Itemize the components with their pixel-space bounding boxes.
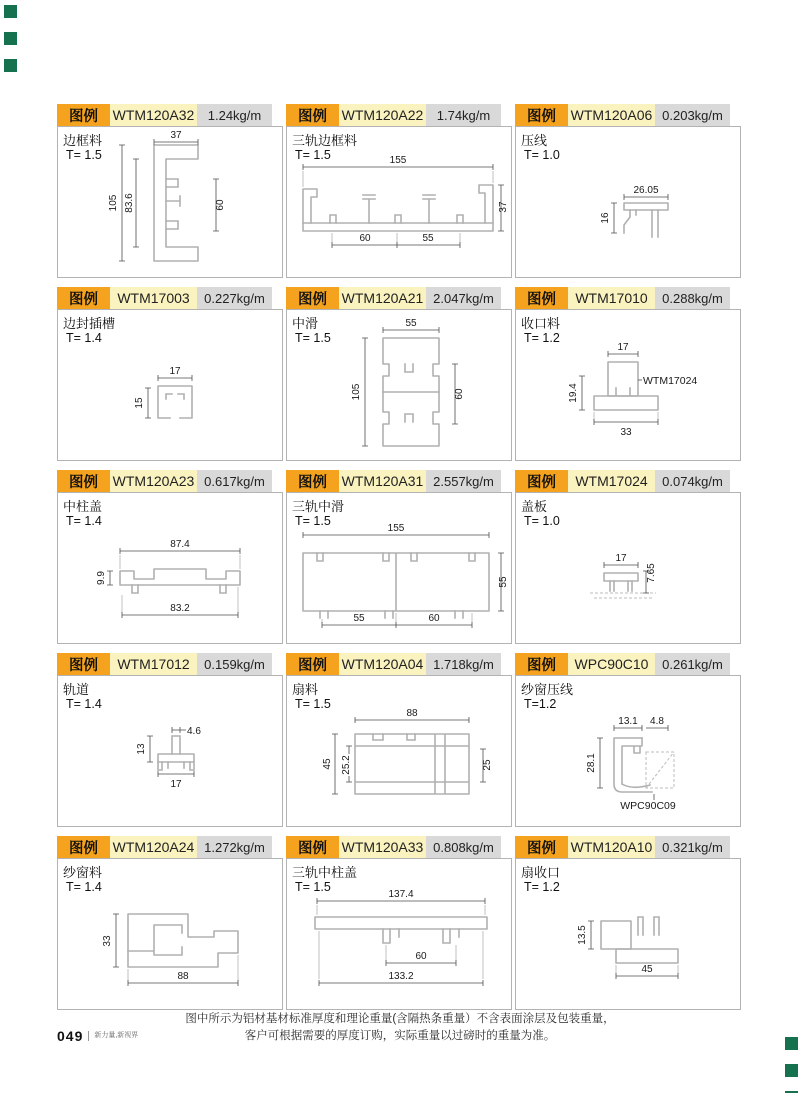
weight-label: 0.074kg/m: [655, 470, 730, 492]
model-code: WTM120A23: [110, 470, 197, 492]
model-code: WTM17024: [568, 470, 655, 492]
legend-badge: 图例: [286, 653, 339, 675]
svg-text:133.2: 133.2: [388, 971, 414, 982]
svg-text:88: 88: [177, 971, 189, 982]
card-header: [286, 836, 501, 858]
profile-card: [286, 470, 512, 644]
weight-label: 0.321kg/m: [655, 836, 730, 858]
thickness-label: T= 1.5: [295, 148, 331, 162]
weight-label: 1.272kg/m: [197, 836, 272, 858]
legend-badge: 图例: [57, 470, 110, 492]
weight-label: 0.159kg/m: [197, 653, 272, 675]
card-header: [286, 287, 501, 309]
card-body: [57, 309, 283, 461]
card-header: [515, 836, 730, 858]
svg-text:83.2: 83.2: [170, 603, 190, 614]
page-number-value: 049: [57, 1028, 84, 1044]
profile-name: 压线: [521, 133, 548, 148]
model-code: WTM17012: [110, 653, 197, 675]
svg-text:25: 25: [482, 759, 493, 771]
legend-badge: 图例: [515, 104, 568, 126]
svg-text:60: 60: [415, 951, 427, 962]
profile-card: [57, 104, 283, 278]
card-body: [515, 126, 741, 278]
card-header: [57, 653, 272, 675]
card-header: [286, 104, 501, 126]
profile-card: [515, 653, 741, 827]
printer-mark: [4, 5, 17, 18]
svg-text:155: 155: [387, 523, 405, 534]
card-header: [57, 104, 272, 126]
card-body: [515, 492, 741, 644]
card-body: [286, 309, 512, 461]
thickness-label: T= 1.5: [295, 331, 331, 345]
profile-name: 边封插槽: [63, 316, 116, 331]
legend-badge: 图例: [515, 836, 568, 858]
profile-card: [57, 653, 283, 827]
thickness-label: T=1.2: [524, 697, 557, 711]
profile-card: [57, 287, 283, 461]
svg-text:60: 60: [454, 388, 465, 400]
svg-text:60: 60: [215, 199, 226, 211]
card-header: [515, 470, 730, 492]
thickness-label: T= 1.0: [524, 514, 560, 528]
model-code: WTM120A21: [339, 287, 426, 309]
card-header: [515, 653, 730, 675]
card-header: [515, 287, 730, 309]
profile-card: [57, 470, 283, 644]
legend-badge: 图例: [286, 104, 339, 126]
thickness-label: T= 1.4: [66, 880, 102, 894]
card-header: [57, 836, 272, 858]
weight-label: 2.557kg/m: [426, 470, 501, 492]
svg-text:33: 33: [102, 935, 113, 947]
legend-badge: 图例: [57, 836, 110, 858]
profile-card: [515, 836, 741, 1010]
weight-label: 1.24kg/m: [197, 104, 272, 126]
svg-text:60: 60: [428, 613, 440, 624]
legend-badge: 图例: [286, 470, 339, 492]
svg-text:37: 37: [170, 130, 182, 141]
profile-name: 中柱盖: [63, 499, 103, 514]
weight-label: 1.718kg/m: [426, 653, 501, 675]
legend-badge: 图例: [515, 653, 568, 675]
svg-text:45: 45: [322, 758, 333, 770]
weight-label: 0.288kg/m: [655, 287, 730, 309]
svg-text:13: 13: [136, 743, 147, 755]
model-code: WPC90C10: [568, 653, 655, 675]
svg-text:88: 88: [406, 708, 418, 719]
card-header: [57, 470, 272, 492]
card-body: [57, 126, 283, 278]
card-header: [515, 104, 730, 126]
profile-card: [57, 836, 283, 1010]
model-code: WTM17003: [110, 287, 197, 309]
svg-text:17: 17: [615, 553, 627, 564]
card-body: [57, 492, 283, 644]
footer-note-line1: 图中所示为铝材基材标准厚度和理论重量(含隔热条重量）不含表面涂层及包装重量，: [185, 1013, 615, 1025]
thickness-label: T= 1.2: [524, 331, 560, 345]
svg-text:137.4: 137.4: [388, 889, 414, 900]
svg-text:16: 16: [600, 212, 611, 224]
model-code: WTM120A31: [339, 470, 426, 492]
card-body: [515, 309, 741, 461]
model-code: WTM120A24: [110, 836, 197, 858]
card-header: [286, 653, 501, 675]
thickness-label: T= 1.5: [66, 148, 102, 162]
svg-text:13.1: 13.1: [618, 716, 638, 727]
legend-badge: 图例: [286, 836, 339, 858]
svg-text:9.9: 9.9: [96, 571, 107, 585]
svg-text:37: 37: [498, 201, 509, 213]
profile-name: 三轨中柱盖: [292, 865, 358, 880]
weight-label: 0.203kg/m: [655, 104, 730, 126]
svg-text:55: 55: [498, 576, 509, 588]
weight-label: 0.808kg/m: [426, 836, 501, 858]
svg-text:55: 55: [405, 318, 417, 329]
legend-badge: 图例: [515, 287, 568, 309]
weight-label: 1.74kg/m: [426, 104, 501, 126]
model-code: WTM120A32: [110, 104, 197, 126]
svg-text:28.1: 28.1: [586, 753, 597, 773]
thickness-label: T= 1.4: [66, 514, 102, 528]
svg-text:60: 60: [359, 233, 371, 244]
printer-mark: [4, 32, 17, 45]
legend-badge: 图例: [286, 287, 339, 309]
printer-mark: [4, 59, 17, 72]
model-code: WTM120A22: [339, 104, 426, 126]
profile-name: 收口料: [521, 316, 561, 331]
profile-name: 纱窗料: [63, 865, 103, 880]
svg-text:13.5: 13.5: [577, 925, 588, 945]
profile-name: 中滑: [292, 316, 319, 331]
legend-badge: 图例: [57, 653, 110, 675]
reference-annotation: WPC90C09: [620, 800, 676, 812]
profile-card: [286, 836, 512, 1010]
legend-badge: 图例: [515, 470, 568, 492]
profile-grid: [57, 104, 741, 1010]
model-code: WTM120A06: [568, 104, 655, 126]
page-number: [57, 1028, 138, 1044]
model-code: WTM120A10: [568, 836, 655, 858]
weight-label: 0.227kg/m: [197, 287, 272, 309]
model-code: WTM120A33: [339, 836, 426, 858]
reference-annotation: WTM17024: [643, 375, 698, 387]
thickness-label: T= 1.5: [295, 514, 331, 528]
card-body: [286, 858, 512, 1010]
page-slogan: 新力量,新视界: [88, 1031, 138, 1041]
profile-card: [515, 104, 741, 278]
profile-name: 纱窗压线: [521, 682, 574, 697]
model-code: WTM120A04: [339, 653, 426, 675]
svg-text:15: 15: [134, 397, 145, 409]
profile-name: 轨道: [63, 682, 90, 697]
printer-marks-right: [785, 1037, 798, 1093]
svg-text:33: 33: [620, 427, 632, 438]
card-body: [286, 675, 512, 827]
profile-card: [286, 653, 512, 827]
profile-name: 扇料: [292, 682, 319, 697]
svg-text:155: 155: [389, 155, 407, 166]
thickness-label: T= 1.4: [66, 697, 102, 711]
profile-name: 三轨中滑: [292, 499, 345, 514]
printer-mark: [785, 1064, 798, 1077]
profile-name: 边框料: [63, 133, 103, 148]
svg-text:25.2: 25.2: [341, 755, 352, 775]
model-code: WTM17010: [568, 287, 655, 309]
profile-card: [515, 470, 741, 644]
svg-text:17: 17: [617, 342, 629, 353]
svg-text:45: 45: [641, 964, 653, 975]
profile-card: [286, 104, 512, 278]
svg-text:105: 105: [351, 383, 362, 401]
card-body: [515, 675, 741, 827]
thickness-label: T= 1.4: [66, 331, 102, 345]
card-header: [57, 287, 272, 309]
card-header: [286, 470, 501, 492]
weight-label: 0.617kg/m: [197, 470, 272, 492]
svg-text:55: 55: [353, 613, 365, 624]
svg-text:17: 17: [170, 779, 182, 790]
profile-name: 三轨边框料: [292, 133, 358, 148]
profile-card: [286, 287, 512, 461]
footer-note-line2: 客户可根据需要的厚度订购，实际重量以过磅时的重量为准。: [244, 1030, 556, 1042]
svg-text:4.6: 4.6: [187, 726, 201, 737]
svg-text:55: 55: [422, 233, 434, 244]
card-body: [286, 492, 512, 644]
card-body: [286, 126, 512, 278]
svg-text:87.4: 87.4: [170, 539, 190, 550]
svg-text:7.65: 7.65: [646, 563, 657, 583]
legend-badge: 图例: [57, 104, 110, 126]
printer-mark: [785, 1037, 798, 1050]
thickness-label: T= 1.5: [295, 697, 331, 711]
legend-badge: 图例: [57, 287, 110, 309]
svg-text:17: 17: [169, 366, 181, 377]
profile-card: [515, 287, 741, 461]
weight-label: 0.261kg/m: [655, 653, 730, 675]
weight-label: 2.047kg/m: [426, 287, 501, 309]
svg-text:4.8: 4.8: [650, 716, 664, 727]
card-body: [515, 858, 741, 1010]
svg-text:83.6: 83.6: [124, 193, 135, 213]
svg-text:26.05: 26.05: [633, 185, 659, 196]
card-body: [57, 858, 283, 1010]
svg-text:19.4: 19.4: [568, 383, 579, 403]
card-body: [57, 675, 283, 827]
thickness-label: T= 1.0: [524, 148, 560, 162]
thickness-label: T= 1.2: [524, 880, 560, 894]
printer-marks-left: [4, 5, 17, 86]
profile-name: 盖板: [521, 499, 548, 514]
svg-text:105: 105: [108, 194, 119, 212]
profile-name: 扇收口: [521, 865, 561, 880]
thickness-label: T= 1.5: [295, 880, 331, 894]
